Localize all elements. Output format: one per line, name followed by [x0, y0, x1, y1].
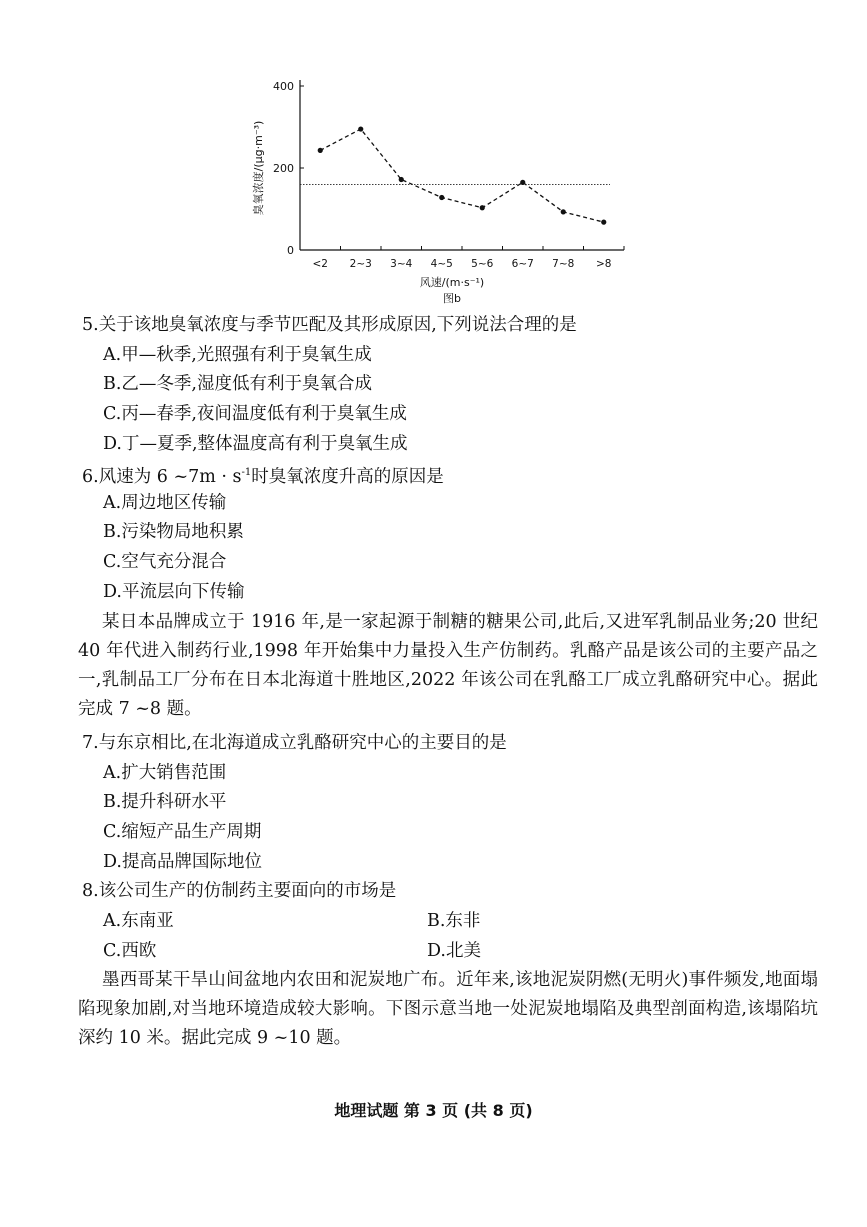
passage-1: 某日本品牌成立于 1916 年,是一家起源于制糖的糖果公司,此后,又进军乳制品业务;20 世纪 40 年代进入制药行业,1998 年开始集中力量投入生产仿制药。乳酪产品是该公司的主要产品之一,乳制品工厂分布在日本北海道十胜地区,2022 年该公司在乳酪工厂成立乳酪研究中心。据此完成 7 ~8 题。 — [78, 612, 818, 719]
q5-option-a[interactable]: A.甲—秋季,光照强有利于臭氧生成 — [103, 345, 372, 365]
data-point — [439, 195, 444, 200]
q5-option-c[interactable]: C.丙—春季,夜间温度低有利于臭氧生成 — [103, 404, 407, 424]
ozone-wind-chart — [240, 72, 640, 308]
data-point — [561, 209, 566, 214]
x-tick-label: 6~7 — [511, 258, 534, 270]
q8-option-a[interactable]: A.东南亚 — [103, 911, 174, 931]
data-point — [480, 205, 485, 210]
x-tick-label: 2~3 — [349, 258, 372, 270]
y-tick-label: 200 — [273, 162, 294, 175]
passage-2: 墨西哥某干旱山间盆地内农田和泥炭地广布。近年来,该地泥炭阴燃(无明火)事件频发,地面塌陷现象加剧,对当地环境造成较大影响。下图示意当地一处泥炭地塌陷及典型剖面构造,该塌陷坑深约 10 米。据此完成 9 ~10 题。 — [78, 970, 818, 1048]
data-point — [520, 180, 525, 185]
q6-stem-pre: 6.风速为 6 ~7m · s — [82, 466, 242, 487]
page-footer: 地理试题 第 3 页 (共 8 页) — [334, 1101, 533, 1120]
q6-stem — [82, 461, 444, 489]
q5-option-d[interactable]: D.丁—夏季,整体温度高有利于臭氧生成 — [103, 434, 408, 454]
q6-stem-post: 时臭氧浓度升高的原因是 — [251, 466, 444, 487]
data-point — [318, 148, 323, 153]
q6-stem-sup: -1 — [241, 467, 252, 478]
q5-stem: 5.关于该地臭氧浓度与季节匹配及其形成原因,下列说法合理的是 — [82, 315, 577, 335]
y-axis-label: 臭氧浓度/(μg·m⁻³) — [252, 120, 265, 216]
q7-option-a[interactable]: A.扩大销售范围 — [103, 763, 227, 783]
x-tick-label: 5~6 — [471, 258, 494, 270]
x-tick-label: <2 — [312, 258, 328, 270]
q5-option-b[interactable]: B.乙—冬季,湿度低有利于臭氧合成 — [103, 374, 372, 394]
q8-stem: 8.该公司生产的仿制药主要面向的市场是 — [82, 881, 397, 901]
q6-option-a[interactable]: A.周边地区传输 — [103, 493, 227, 513]
x-tick-label: 3~4 — [390, 258, 413, 270]
q6-option-b[interactable]: B.污染物局地积累 — [103, 522, 244, 542]
q8-option-b[interactable]: B.东非 — [427, 911, 481, 931]
q8-option-d[interactable]: D.北美 — [427, 941, 481, 961]
y-tick-label: 400 — [273, 80, 294, 93]
q7-option-c[interactable]: C.缩短产品生产周期 — [103, 822, 262, 842]
data-point — [601, 220, 606, 225]
q6-option-c[interactable]: C.空气充分混合 — [103, 552, 227, 572]
q7-stem: 7.与东京相比,在北海道成立乳酪研究中心的主要目的是 — [82, 733, 507, 753]
chart-caption: 图b — [443, 292, 461, 305]
data-point — [358, 126, 363, 131]
q8-option-c[interactable]: C.西欧 — [103, 941, 157, 961]
chart-svg — [240, 72, 640, 308]
q6-option-d[interactable]: D.平流层向下传输 — [103, 582, 245, 602]
data-point — [399, 177, 404, 182]
x-axis-label: 风速/(m·s⁻¹) — [419, 276, 485, 289]
x-tick-label: 4~5 — [430, 258, 453, 270]
q7-option-b[interactable]: B.提升科研水平 — [103, 792, 227, 812]
y-tick-label: 0 — [287, 244, 294, 257]
x-tick-label: 7~8 — [552, 258, 575, 270]
q7-option-d[interactable]: D.提高品牌国际地位 — [103, 852, 262, 872]
x-tick-label: >8 — [596, 258, 612, 270]
series-line — [320, 129, 604, 222]
